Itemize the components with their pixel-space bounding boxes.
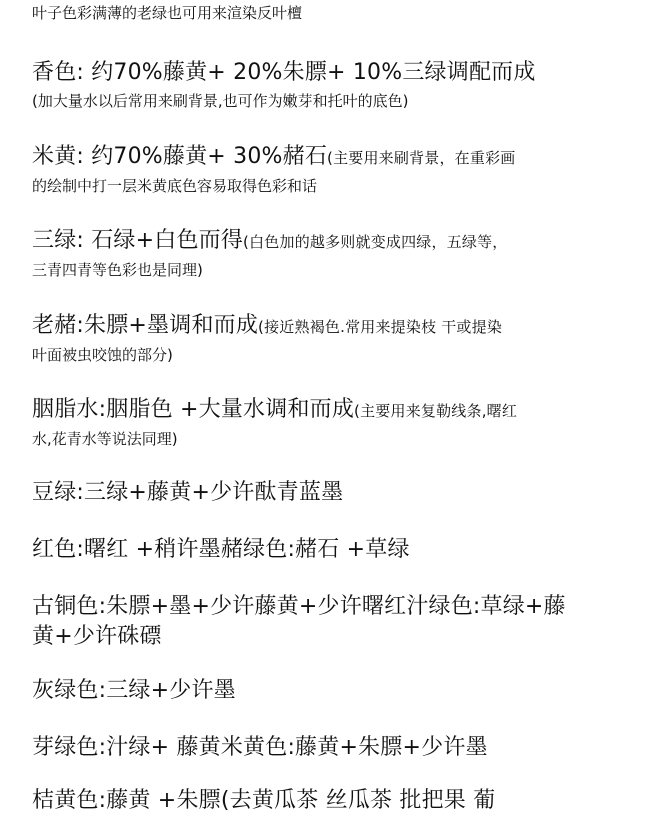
entry-hong-se (32, 535, 642, 565)
entry-line (32, 142, 642, 173)
entry-yan-zhi-shui (32, 395, 642, 450)
entry-line (32, 733, 642, 763)
entry-main-text: 桔黄色:藤黄 +朱膘(去黄瓜茶 丝瓜茶 批把果 葡 (32, 788, 496, 813)
entry-main-text: 红色:曙红 +稍许墨赭绿色:赭石 +草绿 (32, 537, 410, 562)
entry-main-text: 古铜色:朱膘+墨+少许藤黄+少许曙红汁绿色:草绿+藤 (32, 594, 566, 619)
entry-note-text: 水,花青水等说法同理) (32, 430, 178, 448)
entry-ya-lv-se (32, 733, 642, 763)
entry-note-text: 三青四青等色彩也是同理) (32, 261, 203, 279)
entry-line (32, 428, 642, 450)
entry-dou-lv (32, 478, 642, 508)
entry-top-fragment (32, 2, 642, 24)
entry-line (32, 478, 642, 508)
entry-note-text: (加大量水以后常用来刷背景,也可作为嫩芽和托叶的底色) (32, 92, 409, 110)
entry-note-text: (主要用来复勒线条,曙红 (354, 402, 518, 420)
entry-line (32, 395, 642, 426)
entry-main-text: 豆绿:三绿+藤黄+少许酞青蓝墨 (32, 480, 344, 505)
entry-line (32, 592, 642, 622)
entry-main-text: 黄+少许硃磦 (32, 624, 162, 649)
entry-line (32, 259, 642, 281)
entry-main-text: 老赭:朱膘+墨调和而成 (32, 313, 259, 338)
entry-note-text: (白色加的越多则就变成四绿，五绿等， (243, 233, 508, 251)
entry-note-text: (接近熟褐色.常用来提染枝 干或提染 (258, 318, 503, 336)
entry-line (32, 786, 642, 816)
entry-hui-lv-se (32, 676, 642, 706)
entry-main-text: 胭脂水:胭脂色 +大量水调和而成 (32, 397, 355, 422)
entry-main-text: 米黄: 约70%藤黄+ 30%赭石 (32, 144, 328, 169)
entry-lao-zhe (32, 311, 642, 366)
entry-line (32, 175, 642, 197)
entry-note-text: 叶子色彩满薄的老绿也可用来渲染反叶檀 (32, 4, 303, 22)
entry-xiang-se (32, 58, 642, 112)
entry-main-text: 香色: 约70%藤黄+ 20%朱膘+ 10%三绿调配而成 (32, 60, 536, 85)
entry-main-text: 芽绿色:汁绿+ 藤黄米黄色:藤黄+朱膘+少许墨 (32, 735, 488, 760)
entry-main-text: 三绿: 石绿+白色而得 (32, 228, 244, 253)
entry-note-text: 叶面被虫咬蚀的部分) (32, 346, 173, 364)
entry-line (32, 90, 642, 112)
entry-line (32, 226, 642, 257)
entry-line (32, 2, 642, 24)
entry-mi-huang (32, 142, 642, 197)
entry-san-lv (32, 226, 642, 281)
entry-line (32, 344, 642, 366)
entry-line (32, 58, 642, 88)
entry-note-text: (主要用来刷背景，在重彩画 (327, 149, 516, 167)
entry-line (32, 535, 642, 565)
entry-main-text: 灰绿色:三绿+少许墨 (32, 678, 236, 703)
entry-gu-tong-se (32, 592, 642, 652)
entry-line (32, 676, 642, 706)
entry-ju-huang-se (32, 786, 642, 816)
entry-note-text: 的绘制中打一层米黄底色容易取得色彩和话 (32, 177, 318, 195)
entry-line (32, 622, 642, 652)
entry-line (32, 311, 642, 342)
